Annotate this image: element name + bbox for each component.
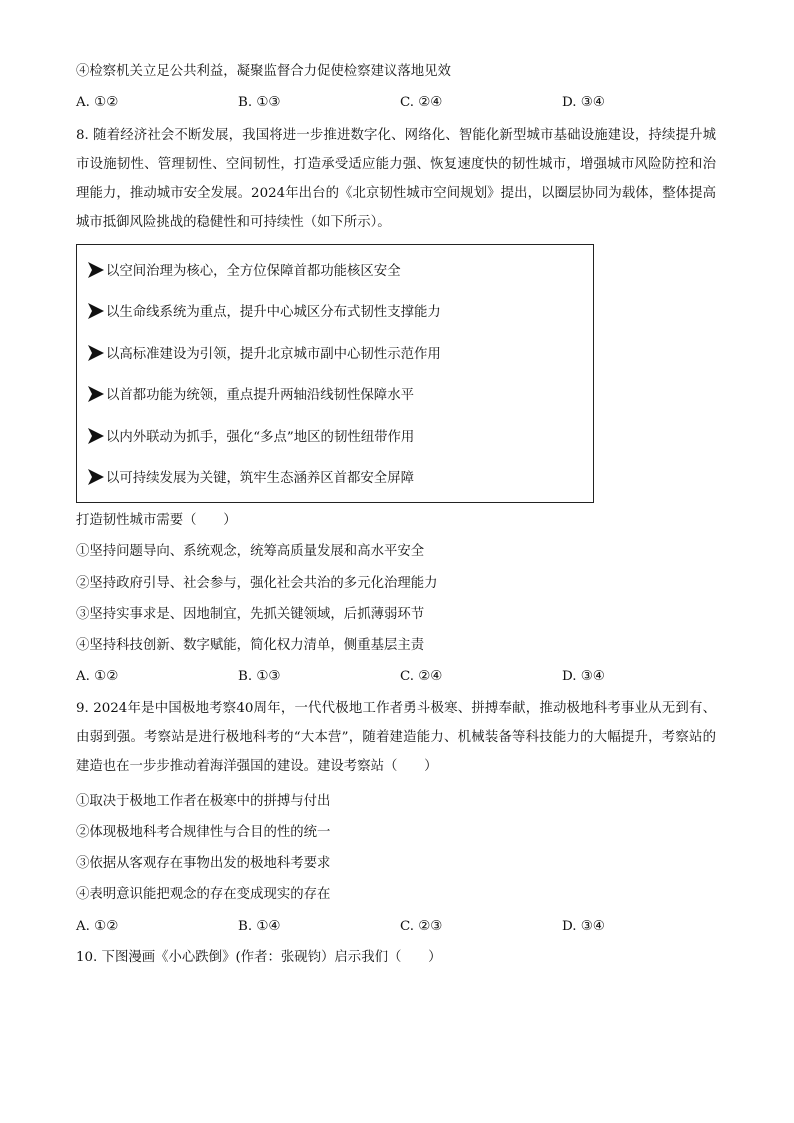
q7-choice-4: ④检察机关立足公共利益，凝聚监督合力促使检察建议落地见效: [76, 64, 451, 79]
arrow-bullet-icon: [87, 427, 105, 445]
arrow-bullet-icon: [87, 261, 105, 279]
q8-box-item: [87, 261, 401, 281]
q7-option-b: B. ①③: [238, 95, 281, 110]
q8-box-item-text: 以内外联动为抓手，强化“多点”地区的韧性纽带作用: [106, 430, 415, 445]
q7-option-d: D. ③④: [562, 95, 605, 110]
q8-plan-box: [76, 244, 594, 503]
q9-choice-1: ①取决于极地工作者在极寒中的拼搏与付出: [76, 794, 331, 809]
q8-choice-2: ②坚持政府引导、社会参与，强化社会共治的多元化治理能力: [76, 576, 438, 591]
q8-box-item-text: 以高标准建设为引领，提升北京城市副中心韧性示范作用: [106, 347, 441, 362]
q8-choice-3: ③坚持实事求是、因地制宜，先抓关键领域，后抓薄弱环节: [76, 607, 425, 622]
q7-options: [76, 93, 716, 113]
q8-box-item-text: 以可持续发展为关键，筑牢生态涵养区首都安全屏障: [106, 471, 414, 486]
q8-choice-4: ④坚持科技创新、数字赋能，简化权力清单，侧重基层主责: [76, 638, 425, 653]
q8-box-item: [87, 302, 441, 322]
arrow-bullet-icon: [87, 302, 105, 320]
q8-box-item-text: 以空间治理为核心，全方位保障首都功能核区安全: [106, 264, 401, 279]
q8-box-item: [87, 385, 414, 405]
q8-option-d: D. ③④: [562, 669, 605, 684]
q8-option-c: C. ②④: [400, 669, 443, 684]
q8-box-item-text: 以生命线系统为重点，提升中心城区分布式韧性支撑能力: [106, 305, 441, 320]
q9-stem: 9. 2024年是中国极地考察40周年，一代代极地工作者勇斗极寒、拼搏奉献，推动极地科考事业从无到有、由弱到强。考察站是进行极地科考的“大本营”，随着建造能力、机械装备等科技能力的大幅提升，考察站的建造也在一步步推动着海洋强国的建设。建设考察站（ ）: [76, 701, 716, 774]
q9-option-d: D. ③④: [562, 919, 605, 934]
q8-option-b: B. ①③: [238, 669, 281, 684]
q8-box-item: [87, 344, 441, 364]
q9-choice-4: ④表明意识能把观念的存在变成现实的存在: [76, 887, 331, 902]
q9-option-b: B. ①④: [238, 919, 281, 934]
q8-box-item-text: 以首都功能为统领，重点提升两轴沿线韧性保障水平: [106, 388, 414, 403]
q10-stem: 10. 下图漫画《小心跌倒》(作者：张砚钧）启示我们（ ）: [76, 950, 442, 965]
arrow-bullet-icon: [87, 385, 105, 403]
q8-choice-1: ①坚持问题导向、系统观念，统筹高质量发展和高水平安全: [76, 544, 425, 559]
q8-option-a: A. ①②: [76, 669, 119, 684]
q7-option-a: A. ①②: [76, 95, 119, 110]
q9-choice-2: ②体现极地科考合规律性与合目的性的统一: [76, 825, 331, 840]
q8-box-item: [87, 427, 414, 447]
arrow-bullet-icon: [87, 344, 105, 362]
arrow-bullet-icon: [87, 468, 105, 486]
q9-choice-3: ③依据从客观存在事物出发的极地科考要求: [76, 856, 331, 871]
q9-option-c: C. ②③: [400, 919, 443, 934]
q8-stem: 8. 随着经济社会不断发展，我国将进一步推进数字化、网络化、智能化新型城市基础设施建设，持续提升城市设施韧性、管理韧性、空间韧性，打造承受适应能力强、恢复速度快的韧性城市，增强城市风险防控和治理能力，推动城市安全发展。2024年出台的《北京韧性城市空间规划》提出，以圈层协同为载体，整体提高城市抵御风险挑战的稳健性和可持续性（如下所示）。: [76, 128, 716, 230]
q7-option-c: C. ②④: [400, 95, 443, 110]
q8-question: 打造韧性城市需要（ ）: [76, 513, 237, 528]
q9-options: [76, 917, 716, 937]
q8-options: [76, 667, 716, 687]
q9-option-a: A. ①②: [76, 919, 119, 934]
q8-box-item: [87, 468, 414, 488]
